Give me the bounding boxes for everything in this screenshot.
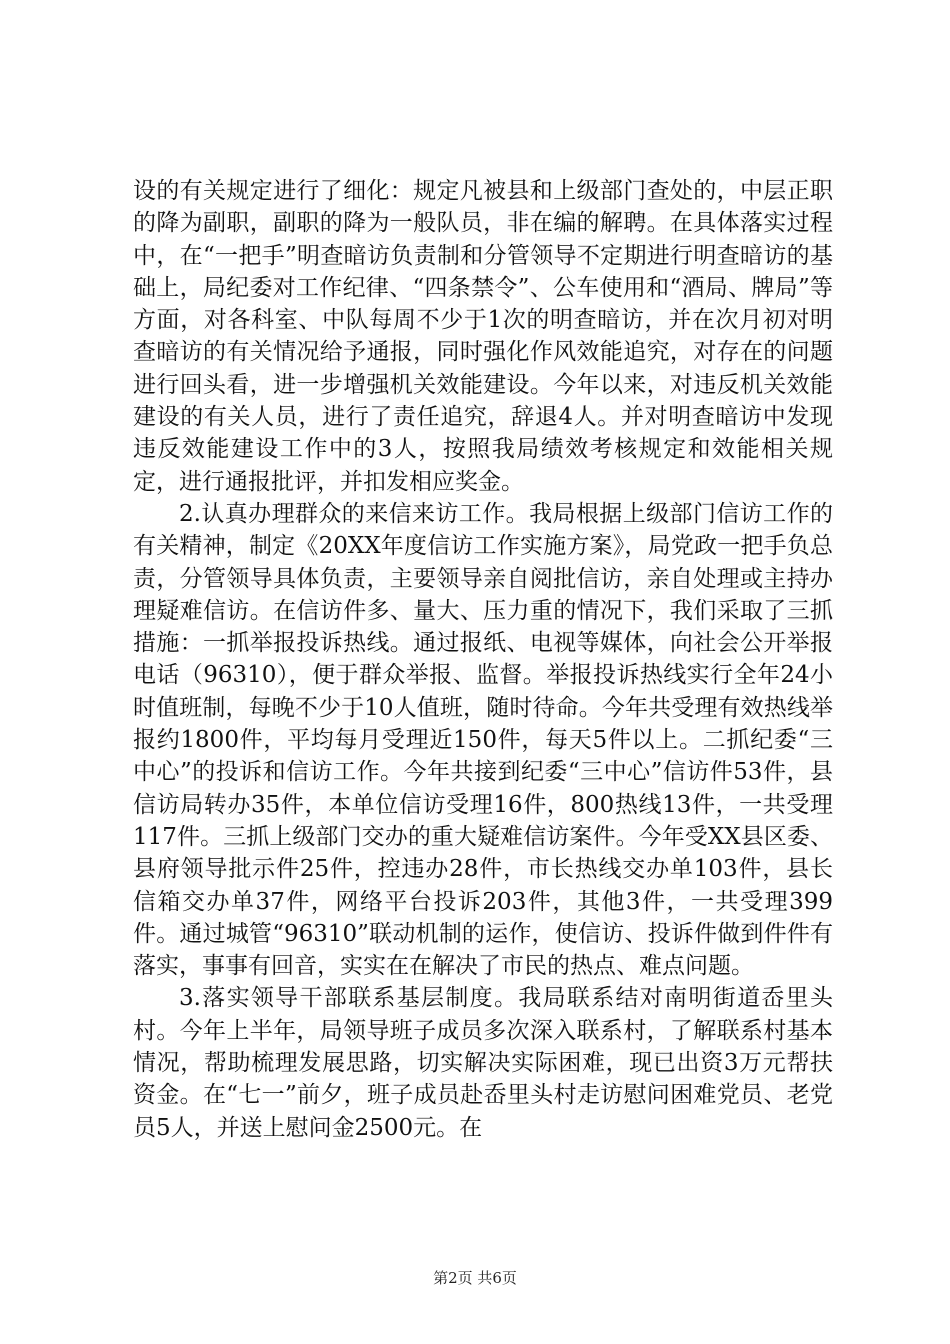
page-number-footer: 第2页 共6页 bbox=[433, 1269, 517, 1287]
document-body bbox=[133, 175, 833, 1144]
paragraph-continuation: 设的有关规定进行了细化：规定凡被县和上级部门查处的，中层正职的降为副职，副职的降为一般队员，非在编的解聘。在具体落实过程中，在“一把手”明查暗访负责制和分管领导不定期进行明查暗访的基础上，局纪委对工作纪律、“四条禁令”、公车使用和“酒局、牌局”等方面，对各科室、中队每周不少于1次的明查暗访，并在次月初对明查暗访的有关情况给予通报，同时强化作风效能追究，对存在的问题进行回头看，进一步增强机关效能建设。今年以来，对违反机关效能建设的有关人员，进行了责任追究，辞退4人。并对明查暗访中发现违反效能建设工作中的3人，按照我局绩效考核规定和效能相关规定，进行通报批评，并扣发相应奖金。 bbox=[133, 178, 833, 495]
paragraph-petition-work: 2.认真办理群众的来信来访工作。我局根据上级部门信访工作的有关精神，制定《20XX年度信访工作实施方案》，局党政一把手负总责，分管领导具体负责，主要领导亲自阅批信访，亲自处理或主持办理疑难信访。在信访件多、量大、压力重的情况下，我们采取了三抓措施：一抓举报投诉热线。通过报纸、电视等媒体，向社会公开举报电话（96310），便于群众举报、监督。举报投诉热线实行全年24小时值班制，每晚不少于10人值班，随时待命。今年共受理有效热线举报约1800件，平均每月受理近150件，每天5件以上。二抓纪委“三中心”的投诉和信访工作。今年共接到纪委“三中心”信访件53件，县信访局转办35件，本单位信访受理16件，800热线13件，一共受理117件。三抓上级部门交办的重大疑难信访案件。今年受XX县区委、县府领导批示件25件，控违办28件，市长热线交办单103件，县长信箱交办单37件，网络平台投诉203件，其他3件，一共受理399件。通过城管“96310”联动机制的运作，使信访、投诉件做到件件有落实，事事有回音，实实在在解决了市民的热点、难点问题。 bbox=[133, 500, 833, 980]
paragraph-grassroots-contact: 3.落实领导干部联系基层制度。我局联系结对南明街道岙里头村。今年上半年，局领导班子成员多次深入联系村，了解联系村基本情况，帮助梳理发展思路，切实解决实际困难，现已出资3万元帮扶资金。在“七一”前夕，班子成员赴岙里头村走访慰问困难党员、老党员5人，并送上慰问金2500元。在 bbox=[133, 985, 833, 1141]
